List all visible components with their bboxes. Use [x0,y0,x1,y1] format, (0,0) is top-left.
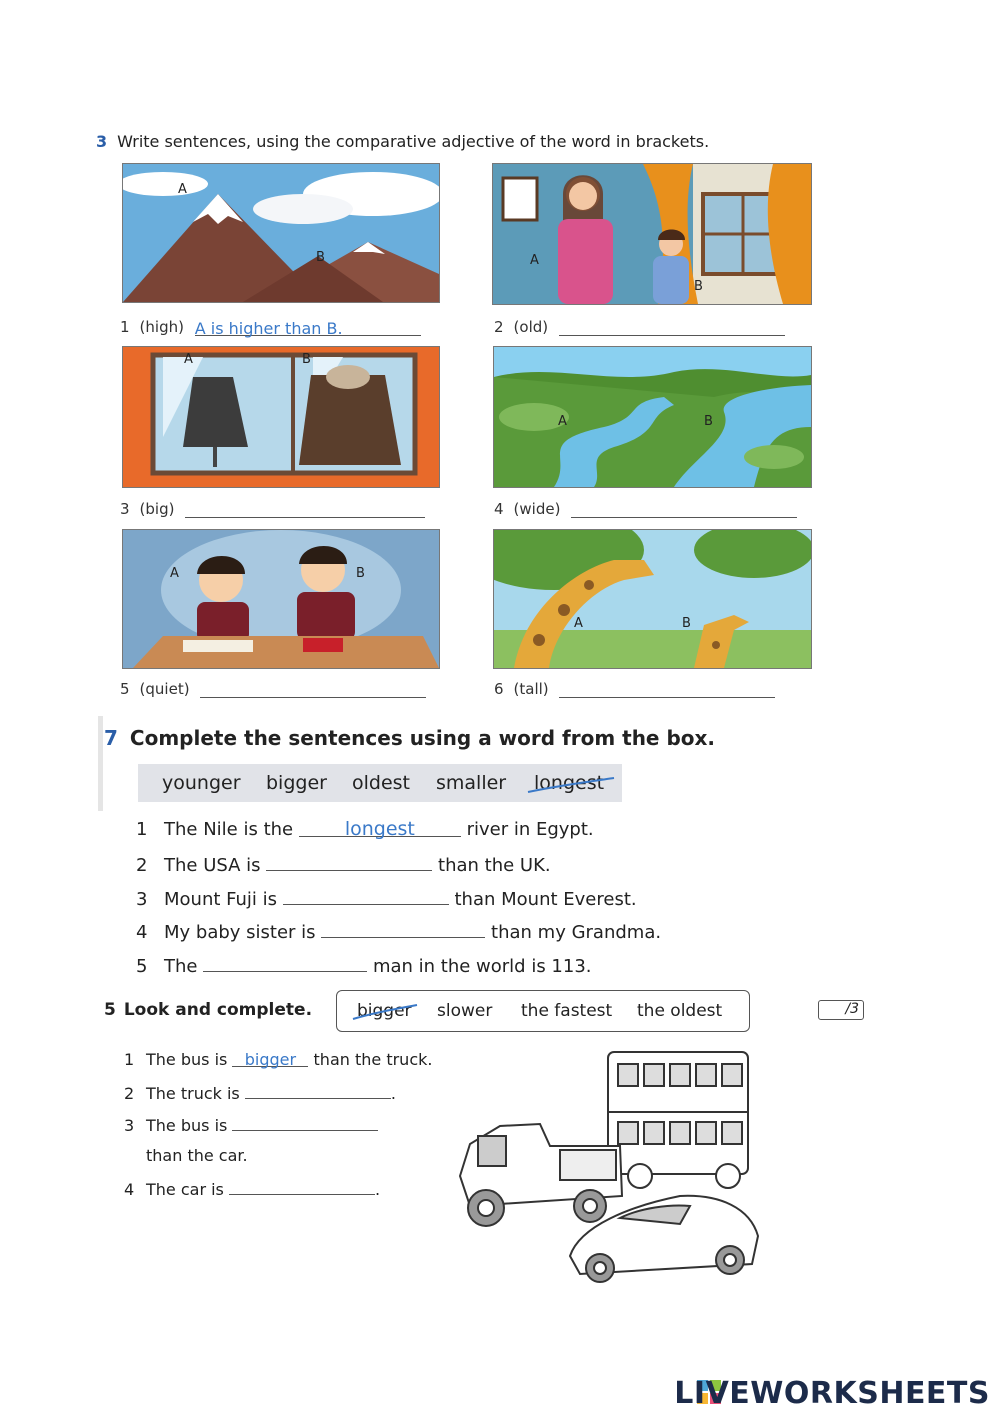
strike-mark [351,1001,421,1023]
picture-vehicles [440,1046,770,1286]
sentence-text: The bus is [146,1116,228,1135]
answer-field[interactable] [266,852,432,871]
label-b: B [356,566,365,581]
picture-mountains [122,163,440,303]
item-word: (big) [139,500,175,518]
word-option-used[interactable]: bigger [357,1001,412,1021]
label-b: B [316,250,325,265]
item-number: 2 [494,318,504,336]
picture-giraffes [493,529,812,669]
sentence-number: 4 [124,1180,135,1199]
item-number: 3 [120,500,130,518]
sentence-text: than the truck. [313,1050,433,1069]
word-option-used[interactable]: longest [534,772,605,794]
answer-field[interactable] [200,681,426,698]
item-number: 6 [494,680,504,698]
answer-field[interactable] [321,919,485,938]
sentence-text: . [374,1180,381,1199]
sentence-number: 1 [136,819,148,840]
exercise-7-sentence-1 [136,818,594,840]
exercise-7-sentence-3 [136,886,637,910]
sentence-text: The truck is [146,1084,240,1103]
exercise-5-sentence-2 [124,1082,396,1103]
item-number: 5 [120,680,130,698]
exercise-5-number: 5 [104,1000,116,1020]
picture-rivers [493,346,812,488]
sentence-number: 3 [136,889,148,910]
exercise-3-item-1 [120,318,421,336]
sentence-text: man in the world is 113. [372,956,592,977]
answer-field[interactable] [195,319,421,336]
exercise-5-sentence-4 [124,1178,380,1199]
exercise-7-instruction: Complete the sentences using a word from the box. [129,726,716,750]
exercise-7-word-box [138,764,622,802]
sentence-number: 1 [124,1050,135,1069]
answer-field[interactable] [185,501,425,518]
sentence-text: river in Egypt. [466,819,594,840]
picture-boys [122,529,440,669]
answer-field[interactable] [283,886,449,905]
word-option[interactable]: smaller [436,772,507,794]
sentence-text: The bus is [146,1050,228,1069]
word-option[interactable]: bigger [266,772,327,794]
answer-text: bigger [244,1050,297,1069]
exercise-5-sentence-3-cont [124,1146,248,1165]
word-option[interactable]: slower [437,1001,493,1021]
sentence-text: than Mount Everest. [454,889,637,910]
item-word: (high) [139,318,184,336]
answer-field[interactable] [559,681,775,698]
sentence-text: The USA is [164,855,261,876]
answer-text: longest [344,818,415,840]
item-word: (old) [513,318,549,336]
exercise-7-sentence-2 [136,852,551,876]
exercise-3-item-2 [494,318,785,336]
label-b: B [302,352,311,367]
item-word: (quiet) [139,680,190,698]
sentence-text: The [164,956,198,977]
exercise-7-sentence-4 [136,919,661,943]
sentence-number: 2 [136,855,148,876]
word-option[interactable]: the oldest [637,1001,723,1021]
item-number: 1 [120,318,130,336]
exercise-3-number: 3 [96,132,108,151]
divider [98,716,103,811]
strike-mark [526,774,616,796]
label-b: B [694,279,703,294]
exercise-3-instruction: Write sentences, using the comparative adjective of the word in brackets. [117,132,710,151]
sentence-number: 2 [124,1084,135,1103]
answer-field[interactable] [232,1114,378,1131]
answer-field[interactable] [559,319,785,336]
label-a: A [574,616,583,631]
sentence-text: The Nile is the [164,819,294,840]
sentence-text: than the UK. [438,855,551,876]
label-a: A [184,352,193,367]
label-a: A [530,253,539,268]
sentence-text: than my Grandma. [491,922,662,943]
label-a: A [178,182,187,197]
sentence-number: 4 [136,922,148,943]
answer-field[interactable] [229,1178,375,1195]
item-word: (wide) [513,500,561,518]
sentence-text: Mount Fuji is [164,889,278,910]
sentence-text: than the car. [146,1146,248,1165]
answer-field[interactable] [299,818,461,840]
label-b: B [682,616,691,631]
sentence-number: 5 [136,956,148,977]
exercise-3-item-6 [494,680,775,698]
exercise-5-sentence-3 [124,1114,378,1135]
exercise-3-item-3 [120,500,425,518]
score-box: /3 [818,1000,864,1020]
exercise-5-instruction: Look and complete. [123,1000,313,1020]
exercise-3-title [96,132,709,151]
exercise-3-item-4 [494,500,797,518]
answer-text: A is higher than B. [194,319,343,338]
exercise-5-word-box [336,990,750,1032]
item-number: 4 [494,500,504,518]
picture-jackets [122,346,440,488]
item-word: (tall) [513,680,549,698]
exercise-7-title [104,726,715,750]
exercise-3-item-5 [120,680,426,698]
word-option[interactable]: oldest [352,772,411,794]
label-a: A [170,566,179,581]
picture-woman-and-boy [492,163,812,305]
exercise-7-number: 7 [104,726,118,750]
sentence-text: My baby sister is [164,922,316,943]
brand-name: LIVEWORKSHEETS [674,1376,990,1411]
exercise-5-title [104,1000,312,1020]
sentence-text: . [390,1084,396,1103]
exercise-5-sentence-1 [124,1050,432,1069]
exercise-7-sentence-5 [136,953,592,977]
sentence-number: 3 [124,1116,135,1135]
answer-field[interactable] [232,1050,308,1067]
word-option[interactable]: younger [162,772,241,794]
word-option[interactable]: the fastest [521,1001,613,1021]
answer-field[interactable] [571,501,797,518]
label-a: A [558,414,567,429]
label-b: B [704,414,713,429]
sentence-text: The car is [146,1180,224,1199]
answer-field[interactable] [203,953,367,972]
answer-field[interactable] [245,1082,391,1099]
